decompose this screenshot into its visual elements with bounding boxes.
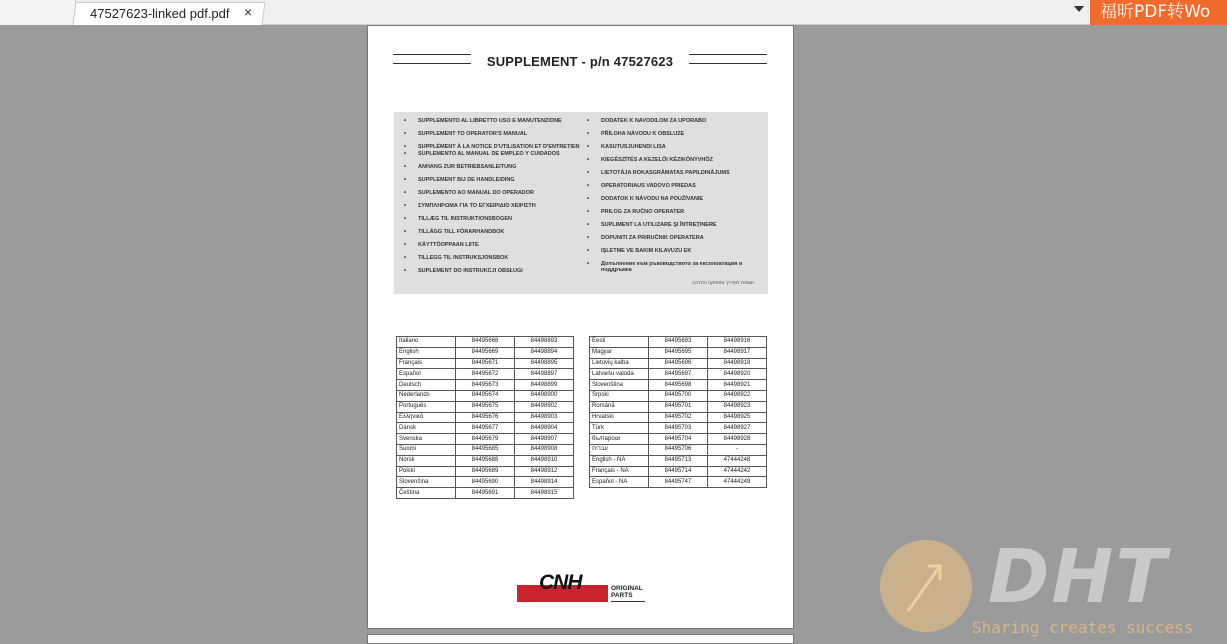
part-number-cell: 84495706 [649,444,708,455]
language-list-item: • OPERATORIAUS VADOVO PRIEDAS [587,183,765,189]
pdf-page [367,25,794,629]
part-number-cell: 84495695 [649,347,708,358]
table-row [590,444,767,455]
part-number-cell: 84498902 [515,401,574,412]
language-list-item: • DODATEK K NAVODILOM ZA UPORABO [587,118,765,124]
close-icon[interactable]: × [244,4,253,20]
part-number-cell: 84498908 [515,444,574,455]
language-cell: Srpski [590,390,649,401]
language-cell: Slovenština [590,380,649,391]
language-list-item: • TILLÆG TIL INSTRUKTIONSBOGEN [404,216,582,222]
language-list-item: • IŞLETME VE BAKIM KILAVUZU EK [587,248,765,254]
part-number-cell: 84495676 [456,412,515,423]
language-list-item: • TILLEGG TIL INSTRUKSJONSBOK [404,255,582,261]
part-number-cell: 84498915 [515,488,574,499]
table-row [397,347,574,358]
language-list-item: • SUPPLEMENT BIJ DE HANDLEIDING [404,177,582,183]
language-cell: Lietuvių kalba [590,358,649,369]
part-number-cell: 84495713 [649,455,708,466]
part-number-cell: 84495675 [456,401,515,412]
part-number-cell: 84495696 [649,358,708,369]
language-list-item: • Допълнение към ръководството за експлоатация и поддръжка [587,261,765,273]
part-number-cell: 84495691 [456,488,515,499]
language-cell: Ελληνικά [397,412,456,423]
part-number-cell: 84495668 [456,337,515,348]
language-list-item: • SUPLEMENTO AL MANUAL DE EMPLEO Y CUIDADOS [404,151,582,157]
part-number-cell: 84495690 [456,477,515,488]
part-number-cell: 84495701 [649,401,708,412]
language-list-box [394,112,768,294]
pdf-convert-banner[interactable]: 福昕PDF转Wo [1090,0,1227,25]
table-row [397,444,574,455]
language-cell: Slovenčina [397,477,456,488]
part-number-cell: 84498928 [708,434,767,445]
part-number-cell: 84495697 [649,369,708,380]
part-number-cell: 84498923 [708,401,767,412]
part-number-cell: 84498899 [515,380,574,391]
table-row [590,390,767,401]
part-number-cell: 84495671 [456,358,515,369]
part-number-cell: 84495677 [456,423,515,434]
part-number-cell: 84498921 [708,380,767,391]
part-number-cell: 84495698 [649,380,708,391]
table-row [590,423,767,434]
table-row [590,477,767,488]
part-number-cell: 84498900 [515,390,574,401]
language-cell: Español [397,369,456,380]
language-list-item: • LIETOTĀJA ROKASGRĀMATAS PAPILDINĀJUMS [587,170,765,176]
part-number-table-right [589,336,767,488]
part-number-cell: 84495669 [456,347,515,358]
language-cell: Čeština [397,488,456,499]
table-row [397,401,574,412]
watermark-arrow-icon [900,556,950,616]
language-cell: Norsk [397,455,456,466]
part-number-cell: 84498925 [708,412,767,423]
language-cell: български [590,434,649,445]
language-list-right [587,118,765,275]
language-cell: Türk [590,423,649,434]
table-row [397,423,574,434]
language-list-item: • KÄYTTÖOPPAAN LIITE [404,242,582,248]
language-list-left [404,118,582,281]
language-cell: Português [397,401,456,412]
part-number-cell: 84495702 [649,412,708,423]
tab-bar [0,0,1227,25]
language-list-item: • PŘÍLOHA NÁVODU K OBSLUZE [587,131,765,137]
language-list-item: • PRILOG ZA RUČNO OPERATER [587,209,765,215]
table-row [590,466,767,477]
table-row [397,412,574,423]
part-number-cell: 84498904 [515,423,574,434]
part-number-cell: 84495674 [456,390,515,401]
language-cell: Français - NA [590,466,649,477]
part-number-cell: 84498917 [708,347,767,358]
language-cell: Français [397,358,456,369]
part-number-cell: 84495672 [456,369,515,380]
part-number-cell: 84495688 [456,455,515,466]
logo-caption-line2: PARTS [611,592,633,599]
language-cell: Italiano [397,337,456,348]
table-row [590,380,767,391]
part-number-cell: 84495747 [649,477,708,488]
part-number-cell: - [708,444,767,455]
hebrew-note: תוספת למדריך ותחזוקה והדרכה [692,281,754,286]
part-number-cell: 84498927 [708,423,767,434]
language-cell: Română [590,401,649,412]
table-row [590,434,767,445]
part-number-cell: 47444242 [708,466,767,477]
language-cell: Español - NA [590,477,649,488]
part-number-cell: 84498894 [515,347,574,358]
table-row [590,412,767,423]
table-row [397,337,574,348]
logo-underline [611,601,645,602]
language-list-item: • SUPLEMENTO AO MANUAL DO OPERADOR [404,190,582,196]
language-list-item: • ANHANG ZUR BETRIEBSANLEITUNG [404,164,582,170]
language-list-item: • DODATOK K NÁVODU NA POUŽÍVANIE [587,196,765,202]
language-list-item: • DOPUNITI ZA PRIRUČNIK OPERATERA [587,235,765,241]
table-row [590,369,767,380]
language-list-item: • ΣΥΜΠΛΗΡΩΜΑ ΓΙΑ ΤΟ ΕΓΧΕΙΡΙΔΙΟ ΧΕΙΡΙΣΤΗ [404,203,582,209]
language-list-item: • SUPPLÉMENT À LA NOTICE D'UTILISATION ET D'ENTRETIEN [404,144,582,150]
part-number-cell: 84498922 [708,390,767,401]
table-row [397,390,574,401]
language-cell: Hrvatski [590,412,649,423]
language-cell: Nederlands [397,390,456,401]
logo-brand: CNH [539,571,582,594]
language-cell: Svenska [397,434,456,445]
part-number-cell: 84495689 [456,466,515,477]
tab-list-dropdown-icon[interactable] [1074,6,1084,12]
table-row [397,369,574,380]
part-number-cell: 84498920 [708,369,767,380]
document-title-row [393,54,767,68]
part-number-cell: 84495685 [456,444,515,455]
language-cell: Eesti [590,337,649,348]
language-list-item: • KIEGÉSZÍTÉS A KEZELŐI KÉZIKÖNYVHÖZ [587,157,765,163]
part-number-cell: 84498903 [515,412,574,423]
part-number-cell: 84495714 [649,466,708,477]
language-cell: English [397,347,456,358]
table-row [397,488,574,499]
part-number-cell: 84495703 [649,423,708,434]
dht-watermark [880,534,1227,639]
part-number-cell: 84498912 [515,466,574,477]
language-cell: Latviešu valoda [590,369,649,380]
part-number-cell: 84498918 [708,358,767,369]
language-cell: עברית [590,444,649,455]
part-number-cell: 84498893 [515,337,574,348]
language-cell: Magyar [590,347,649,358]
part-number-cell: 84495679 [456,434,515,445]
part-number-cell: 47444249 [708,477,767,488]
part-number-cell: 84498910 [515,455,574,466]
language-cell: Suomi [397,444,456,455]
part-number-cell: 84495704 [649,434,708,445]
table-row [590,401,767,412]
part-number-cell: 84498897 [515,369,574,380]
part-number-cell: 84498895 [515,358,574,369]
table-row [590,455,767,466]
tab-title[interactable]: 47527623-linked pdf.pdf [90,6,230,21]
table-row [590,358,767,369]
pdf-next-page [367,634,794,644]
table-row [397,455,574,466]
language-cell: Polski [397,466,456,477]
table-row [397,434,574,445]
language-list-item: • SUPPLEMENT TO OPERATOR'S MANUAL [404,131,582,137]
logo-caption [611,585,643,599]
part-number-cell: 84495673 [456,380,515,391]
part-number-cell: 84498907 [515,434,574,445]
language-list-item: • SUPLEMENT DO INSTRUKCJI OBSŁUGI [404,268,582,274]
language-list-item: • SUPLIMENT LA UTILIZARE ŞI ÎNTREŢINERE [587,222,765,228]
table-row [397,358,574,369]
watermark-brand: DHT [988,534,1168,620]
part-number-cell: 84498916 [708,337,767,348]
language-cell: English - NA [590,455,649,466]
language-cell: Deutsch [397,380,456,391]
table-row [590,337,767,348]
part-number-cell: 84495700 [649,390,708,401]
part-number-table-left [396,336,574,499]
table-row [397,380,574,391]
language-list-item: • SUPPLEMENTO AL LIBRETTO USO E MANUTENZIONE [404,118,582,124]
part-number-cell: 47444248 [708,455,767,466]
table-row [397,477,574,488]
watermark-slogan: Sharing creates success [972,618,1194,637]
part-number-cell: 84498914 [515,477,574,488]
language-list-item: • TILLÄGG TILL FÖRARHANDBOK [404,229,582,235]
tab-previous[interactable] [0,0,76,25]
language-cell: Dansk [397,423,456,434]
part-number-cell: 84495693 [649,337,708,348]
language-list-item: • KASUTUSJUHENDI LISA [587,144,765,150]
table-row [590,347,767,358]
document-title: SUPPLEMENT - p/n 47527623 [486,54,674,69]
logo-caption-line1: ORIGINAL [611,585,643,592]
cnh-original-parts-logo [517,572,647,606]
table-row [397,466,574,477]
